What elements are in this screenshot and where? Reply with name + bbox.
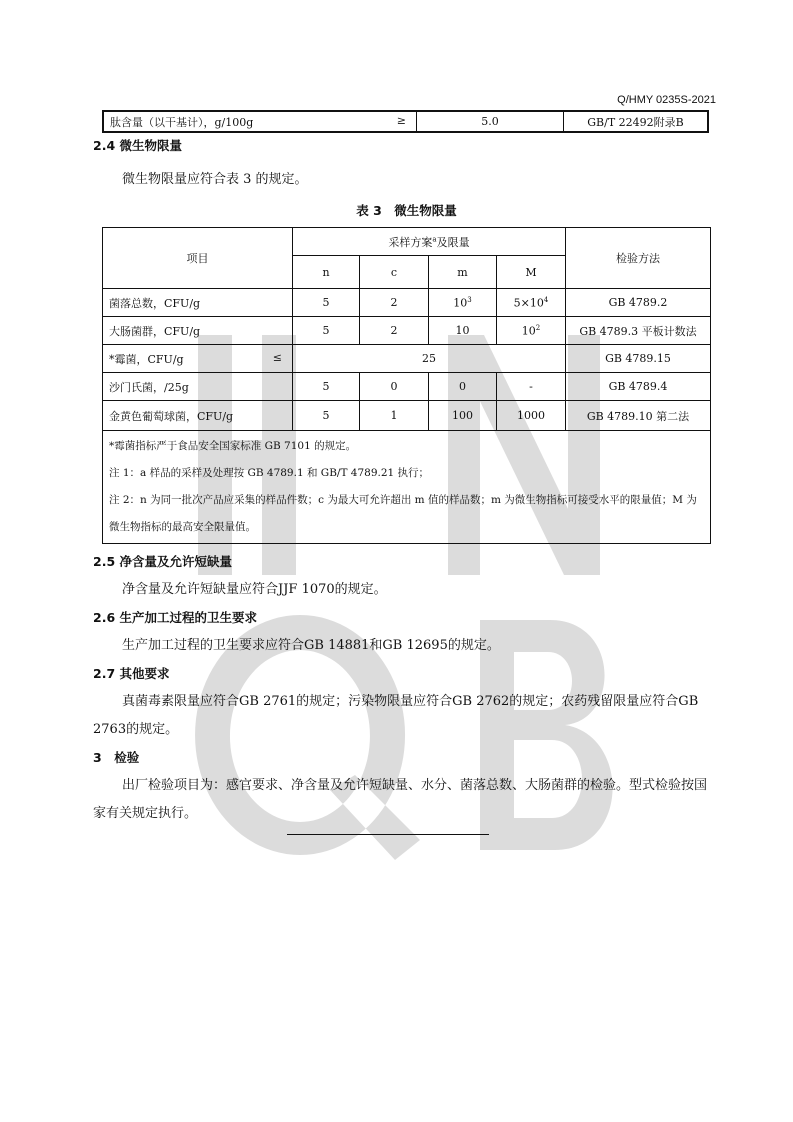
value: 5.0 xyxy=(417,111,564,132)
col-M: M xyxy=(497,256,566,289)
paragraph: 生产加工过程的卫生要求应符合GB 14881和GB 12695的规定。 xyxy=(122,638,500,653)
item-cell xyxy=(103,111,417,132)
header-plan xyxy=(293,228,566,256)
M xyxy=(497,289,566,317)
paragraph: 微生物限量应符合表 3 的规定。 xyxy=(122,172,308,187)
col-m: m xyxy=(429,256,497,289)
continued-table xyxy=(102,110,709,133)
section-heading: 2.4 微生物限量 xyxy=(93,138,182,153)
section-heading: 2.7 其他要求 xyxy=(93,666,170,681)
note: *霉菌指标严于食品安全国家标准 GB 7101 的规定。 xyxy=(109,440,357,452)
item: *霉菌，CFU/g xyxy=(109,352,184,366)
section-heading: 3 检验 xyxy=(93,750,140,765)
c: 2 xyxy=(360,289,429,317)
section-heading: 2.5 净含量及允许短缺量 xyxy=(93,554,232,569)
paragraph: 真菌毒素限量应符合GB 2761的规定；污染物限量应符合GB 2762的规定；农药残留限量应符合GB 2763的规定。 xyxy=(93,694,699,737)
M-base: 5×10 xyxy=(513,296,544,310)
table-row xyxy=(103,401,711,431)
n: 5 xyxy=(293,317,360,345)
M: 1000 xyxy=(497,401,566,431)
item: 大肠菌群，CFU/g xyxy=(103,317,293,345)
item-cell xyxy=(103,345,293,373)
table-caption: 表 3 微生物限量 xyxy=(356,203,457,218)
table-row xyxy=(103,317,711,345)
item: 沙门氏菌，/25g xyxy=(103,373,293,401)
M-exp: 4 xyxy=(543,295,549,304)
n: 5 xyxy=(293,401,360,431)
end-rule xyxy=(287,834,489,835)
m-exp: 3 xyxy=(467,295,472,304)
m: 10 xyxy=(429,317,497,345)
method: GB 4789.15 xyxy=(566,345,711,373)
item: 金黄色葡萄球菌，CFU/g xyxy=(103,401,293,431)
n: 5 xyxy=(293,373,360,401)
paragraph: 出厂检验项目为：感官要求、净含量及允许短缺量、水分、菌落总数、大肠菌群的检验。型式检验按国家有关规定执行。 xyxy=(93,778,708,821)
operator: ≤ xyxy=(272,350,282,364)
c: 0 xyxy=(360,373,429,401)
method: GB/T 22492附录B xyxy=(564,111,709,132)
m xyxy=(429,289,497,317)
M-exp: 2 xyxy=(535,323,541,332)
M xyxy=(497,317,566,345)
method: GB 4789.4 xyxy=(566,373,711,401)
notes-row xyxy=(103,431,711,544)
item: 菌落总数，CFU/g xyxy=(103,289,293,317)
c: 1 xyxy=(360,401,429,431)
method: GB 4789.10 第二法 xyxy=(566,401,711,431)
n: 5 xyxy=(293,289,360,317)
plan-label: 采样方案 xyxy=(388,235,433,249)
note: 注 1：a 样品的采样及处理按 GB 4789.1 和 GB/T 4789.21 执行； xyxy=(109,467,430,479)
m-base: 10 xyxy=(453,296,468,310)
note: 注 2：n 为同一批次产品应采集的样品件数；c 为最大可允许超出 m 值的样品数；m 为微生物指标可接受水平的限量值；M 为微生物指标的最高安全限量值。 xyxy=(109,494,697,533)
item: 肽含量（以干基计），g/100g xyxy=(110,115,254,129)
table-notes xyxy=(103,431,711,544)
paragraph: 净含量及允许短缺量应符合JJF 1070的规定。 xyxy=(122,582,387,597)
method: GB 4789.2 xyxy=(566,289,711,317)
footnote-mark: a xyxy=(432,234,437,243)
value: 25 xyxy=(293,345,566,373)
m: 100 xyxy=(429,401,497,431)
standard-number: Q/HMY 0235S-2021 xyxy=(617,94,716,106)
section-heading: 2.6 生产加工过程的卫生要求 xyxy=(93,610,257,625)
table-row xyxy=(103,111,708,132)
method: GB 4789.3 平板计数法 xyxy=(566,317,711,345)
table-row xyxy=(103,373,711,401)
header-method: 检验方法 xyxy=(566,228,711,289)
M-base: 10 xyxy=(521,324,536,338)
table-row xyxy=(103,289,711,317)
col-n: n xyxy=(293,256,360,289)
content-flow xyxy=(93,227,718,835)
header-item: 项目 xyxy=(103,228,293,289)
plan-label2: 及限量 xyxy=(436,235,470,249)
m: 0 xyxy=(429,373,497,401)
c: 2 xyxy=(360,317,429,345)
col-c: c xyxy=(360,256,429,289)
operator: ≥ xyxy=(396,113,406,127)
table-row xyxy=(103,345,711,373)
M: - xyxy=(497,373,566,401)
microbe-table xyxy=(102,227,711,544)
header-row xyxy=(103,228,711,256)
